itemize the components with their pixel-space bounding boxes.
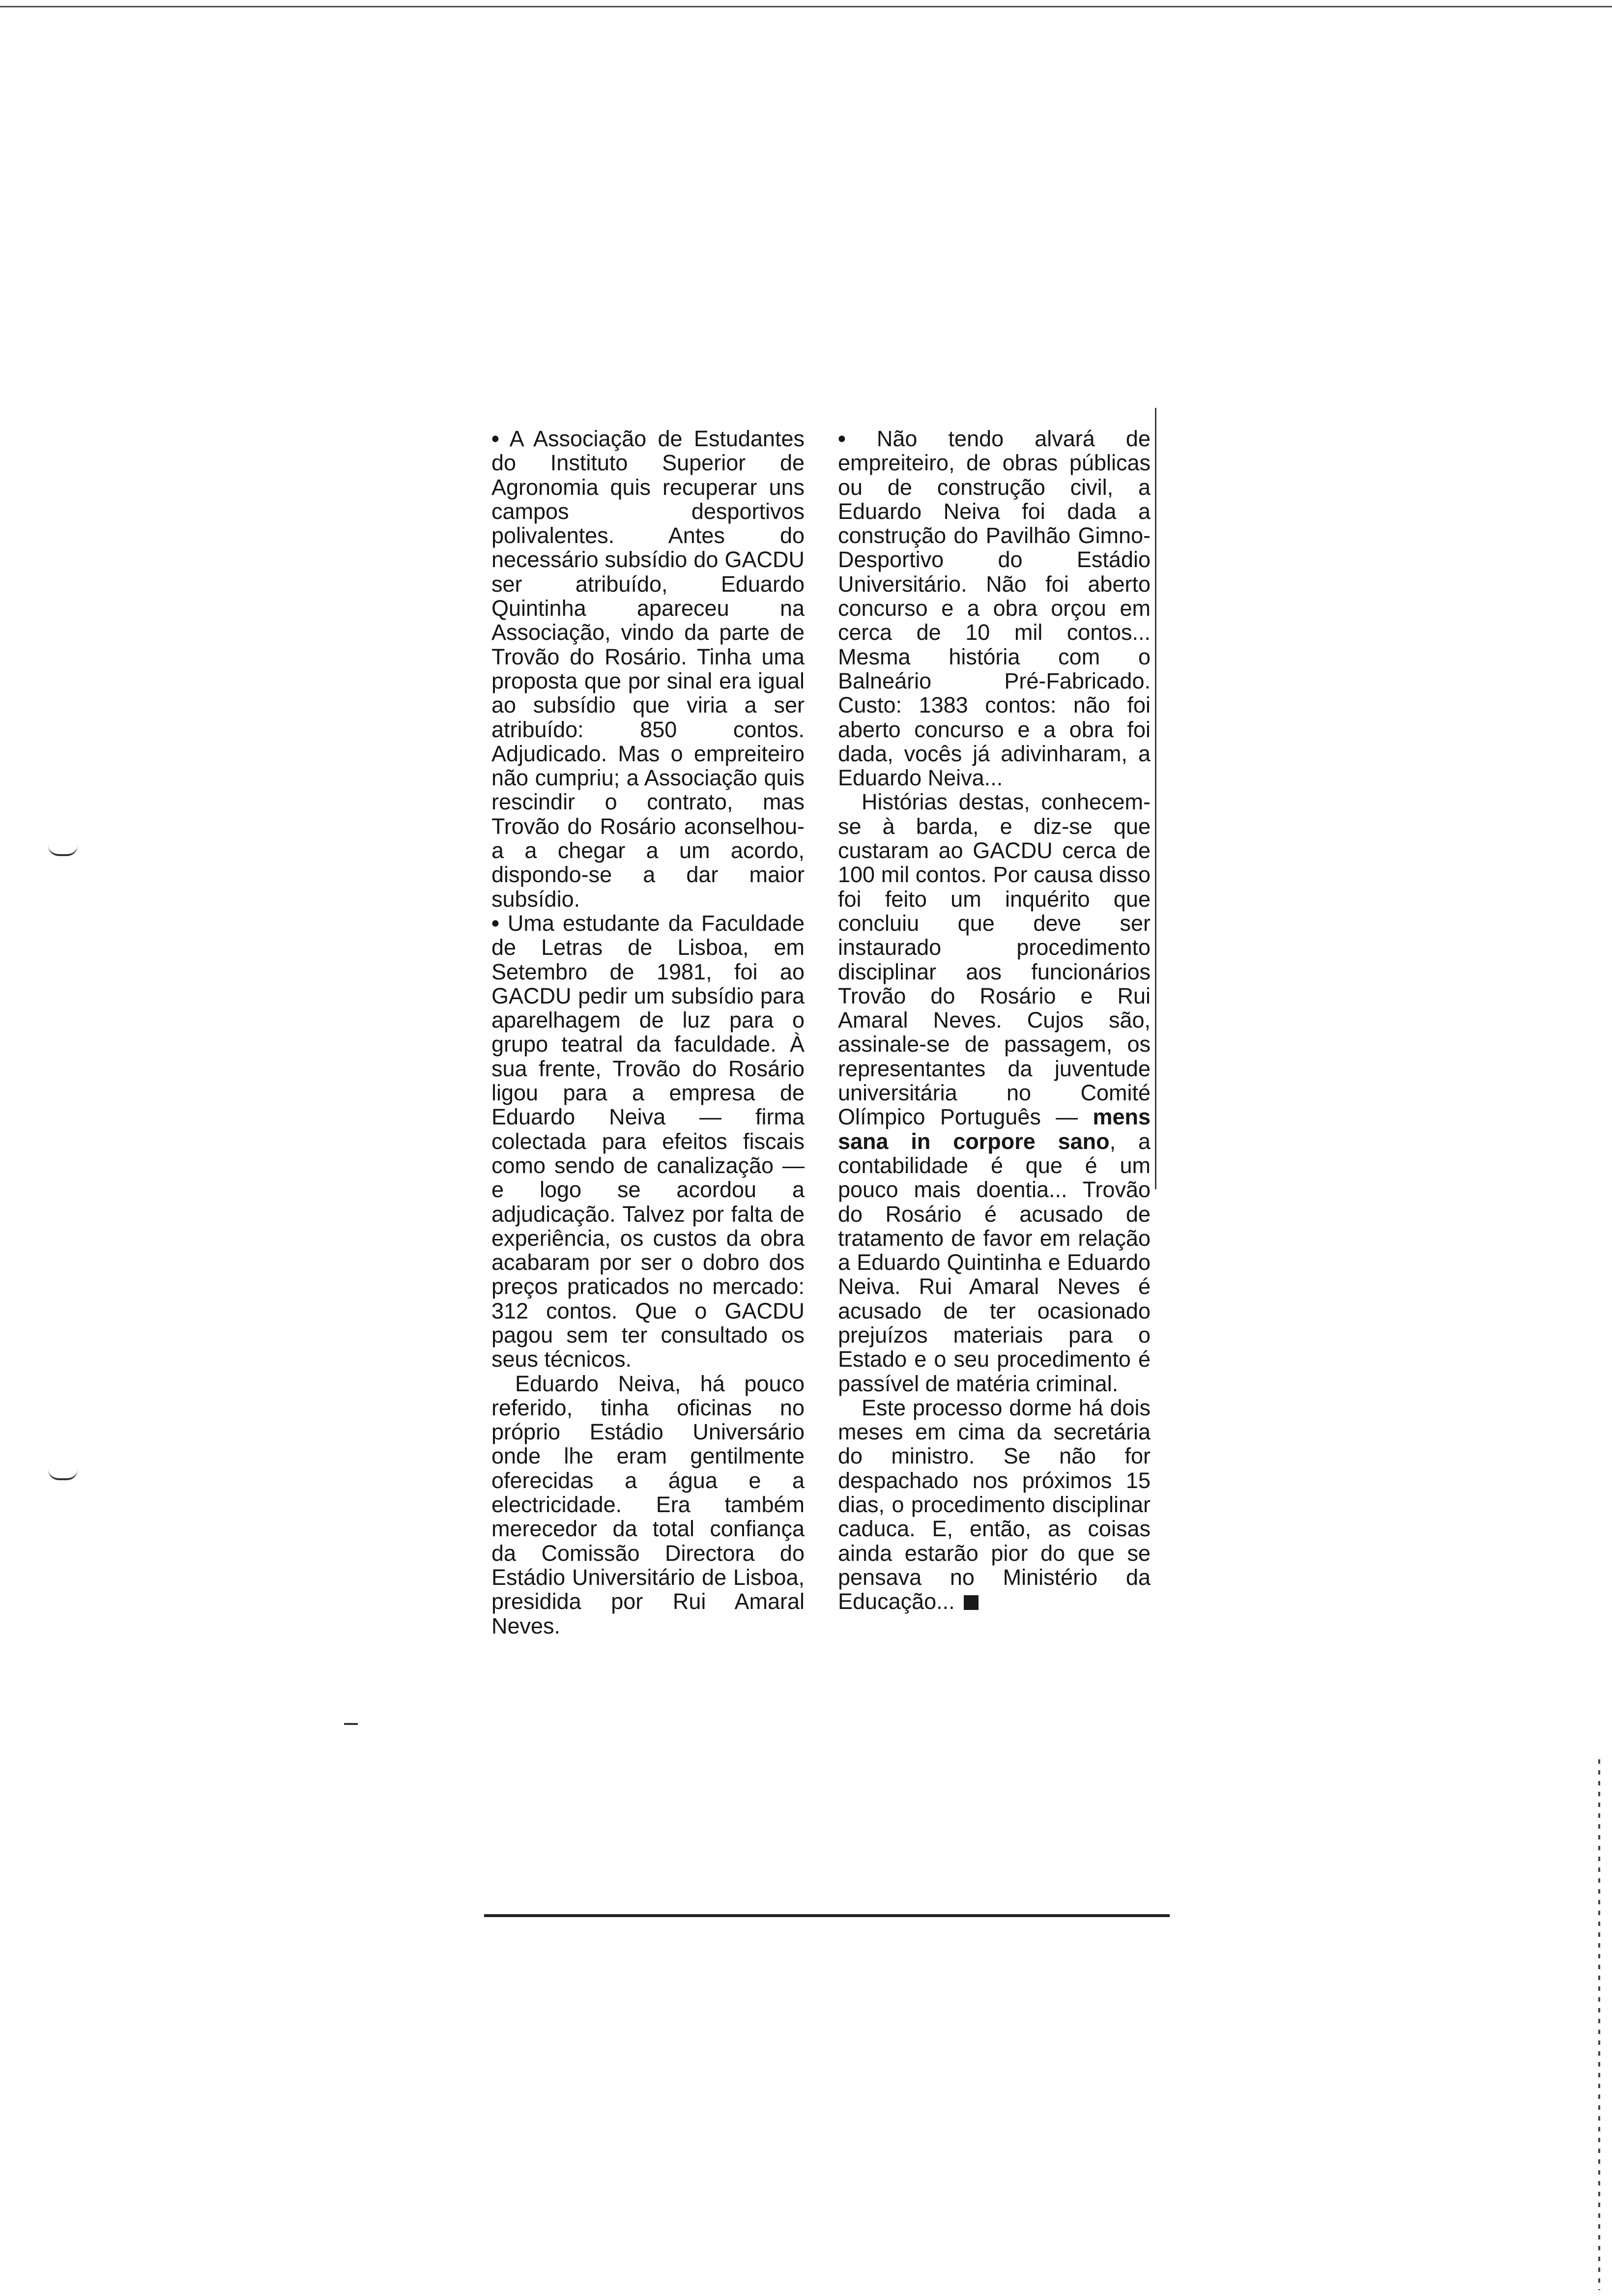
bullet-icon: • — [491, 426, 499, 451]
scan-top-edge-line — [0, 6, 1612, 7]
paragraph-text: Eduardo Neiva, há pouco referido, tinha oficinas no próprio Estádio Universário onde lhe eram gentilmente oferecidas a água e a electricidade. Era também merecedor da total confiança da Comissão Directora do Estádio Universitário de Lisboa, presidida por Rui Amaral Neves. — [491, 1371, 805, 1638]
bullet-icon: • — [838, 426, 846, 451]
paragraph-text: Uma estudante da Faculdade de Letras de Lisboa, em Setembro de 1981, foi ao GACDU pedir um subsídio para aparelhagem de luz para o grupo teatral da faculdade. À sua frente, Trovão do Rosário ligou para a empresa de Eduardo Neiva — firma colectada para efeitos fiscais como sendo de canalização — e logo se acordou a adjudicação. Talvez por falta de experiência, os custos da obra acabaram por ser o dobro dos preços praticados no mercado: 312 contos. Que o GACDU pagou sem ter consultado os seus técnicos. — [491, 910, 805, 1372]
paragraph — [491, 911, 805, 1372]
left-column — [491, 427, 805, 1638]
paragraph-text: Este processo dorme há dois meses em cima da secretária do ministro. Se não for despachado nos próximos 15 dias, o procedimento disciplinar caduca. E, então, as coisas ainda estarão pior do que se pensava no Ministério da Educação... — [838, 1395, 1151, 1614]
bullet-icon: • — [491, 910, 499, 936]
paragraph — [838, 1396, 1151, 1614]
paragraph-text: A Associação de Estudantes do Instituto Superior de Agronomia quis recuperar uns campos desportivos polivalentes. Antes do necessário subsídio do GACDU ser atribuído, Eduardo Quintinha apareceu na Associação, vindo da parte de Trovão do Rosário. Tinha uma proposta que por sinal era igual ao subsídio que viria a ser atribuído: 850 contos. Adjudicado. Mas o empreiteiro não cumpriu; a Associação quis rescindir o contrato, mas Trovão do Rosário aconselhou-a a chegar a um acordo, dispondo-se a dar maior subsídio. — [491, 426, 805, 912]
paragraph — [838, 427, 1151, 790]
latin-phrase: mens sana in corpore sano — [838, 1104, 1151, 1154]
paragraph-text: , a contabilidade é que é um pouco mais doentia... Trovão do Rosário é acusado de tratamento de favor em relação a Eduardo Quintinha e Eduardo Neiva. Rui Amaral Neves é acusado de ter ocasionado prejuízos materiais para o Estado e o seu procedimento é passível de matéria criminal. — [838, 1128, 1151, 1396]
paragraph-text: Não tendo alvará de empreiteiro, de obras públicas ou de construção civil, a Eduardo Neiva foi dada a construção do Pavilhão Gimno-Desportivo do Estádio Universitário. Não foi aberto concurso e a obra orçou em cerca de 10 mil contos... Mesma história com o Balneário Pré-Fabricado. Custo: 1383 contos: não foi aberto concurso e a obra foi dada, vocês já adivinharam, a Eduardo Neiva... — [838, 426, 1151, 791]
paragraph — [491, 1372, 805, 1638]
right-column — [838, 427, 1151, 1614]
end-of-article-icon — [964, 1595, 979, 1610]
scan-edge-artifact — [1598, 1759, 1600, 2290]
paragraph-text: Histórias destas, conhecem-se à barda, e diz-se que custaram ao GACDU cerca de 100 mil contos. Por causa disso foi feito um inquérito que concluiu que deve ser instaurado procedimento disciplinar aos funcionários Trovão do Rosário e Rui Amaral Neves. Cujos são, assinale-se de passagem, os representantes da juventude universitária no Comité Olímpico Português — — [838, 789, 1151, 1130]
column-divider-line — [1155, 408, 1156, 1189]
margin-mark — [48, 1469, 78, 1480]
paragraph — [491, 427, 805, 911]
margin-mark — [48, 845, 78, 856]
paragraph — [838, 790, 1151, 1395]
margin-speck — [344, 1723, 358, 1730]
article-bottom-rule — [484, 1914, 1170, 1917]
